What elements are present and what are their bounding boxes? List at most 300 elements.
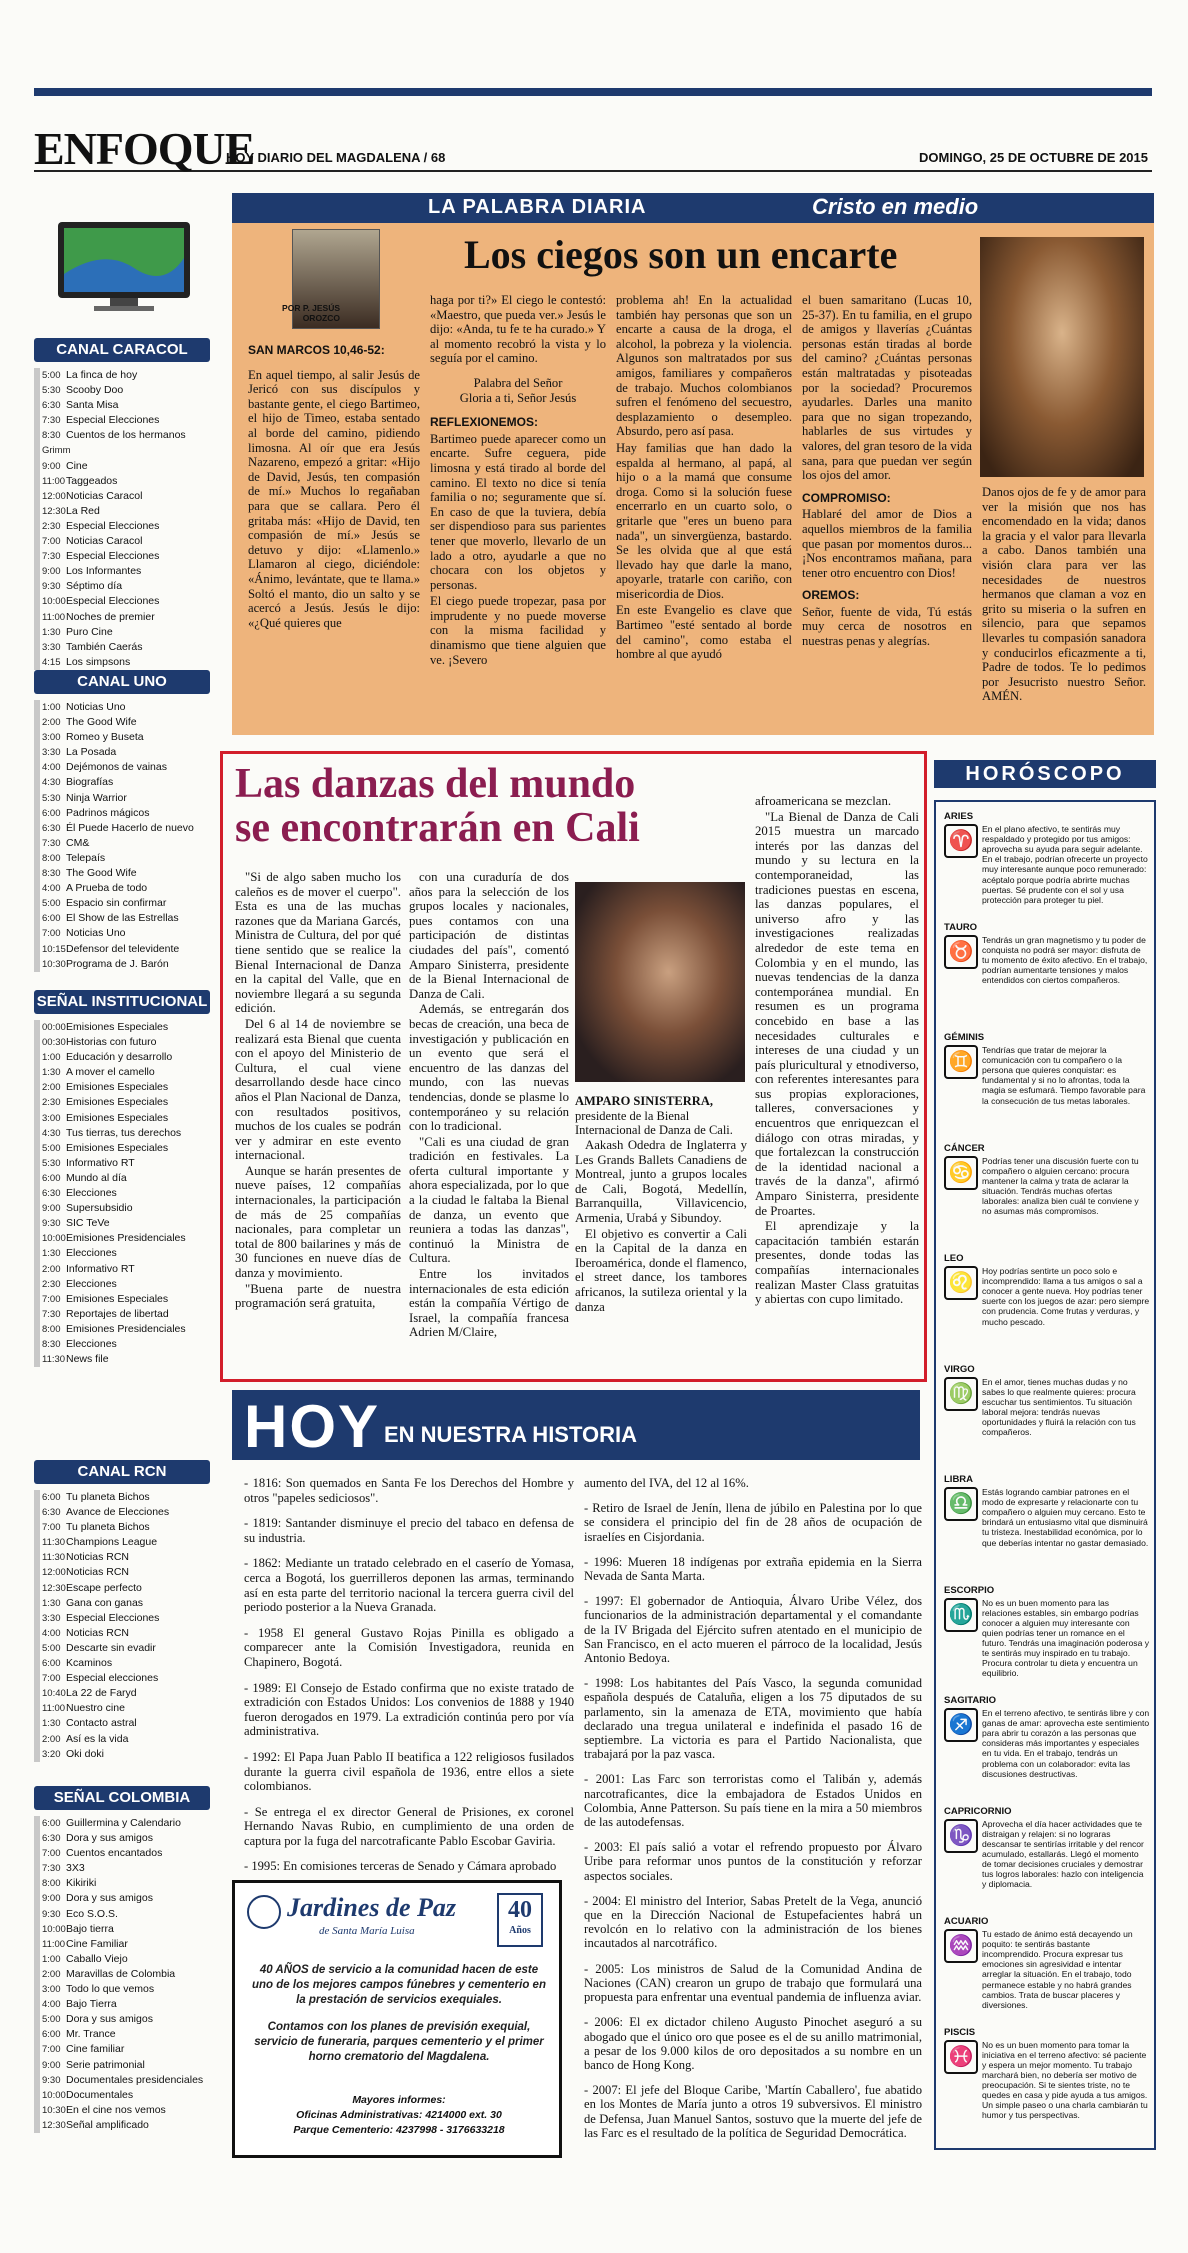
channel-schedule-rcn xyxy=(34,1490,220,1762)
schedule-program: Ninja Warrior xyxy=(66,791,127,804)
schedule-program: Contacto astral xyxy=(66,1717,137,1730)
schedule-program: Dora y sus amigos xyxy=(66,1832,153,1845)
schedule-row xyxy=(40,2012,220,2027)
schedule-time: 7:00 xyxy=(42,1522,61,1534)
schedule-time: 7:00 xyxy=(42,536,61,548)
schedule-program: Emisiones Especiales xyxy=(66,1292,169,1305)
schedule-time: 3:30 xyxy=(42,641,61,653)
channel-schedule-institucional xyxy=(34,1020,220,1367)
schedule-row xyxy=(40,594,220,609)
schedule-row xyxy=(40,1922,220,1937)
contact-line: Oficinas Administrativas: 4214000 ext. 30 xyxy=(296,2109,502,2121)
schedule-row xyxy=(40,1656,220,1671)
sign-tauro xyxy=(944,923,1150,986)
schedule-row xyxy=(40,700,220,715)
sign-body xyxy=(944,1708,1150,1779)
history-item: - 1995: En comisiones terceras de Senado y Cámara aprobado xyxy=(244,1859,557,1874)
zodiac-cáncer-icon: ♋ xyxy=(944,1156,978,1190)
schedule-time: 12:00 xyxy=(42,490,66,502)
schedule-program: Noticias RCN xyxy=(66,1626,130,1639)
article-paragraph: con una curaduría de dos años para la selección de los grupos locales y nacionales, pues contamos con una participación de distintas ciudades del país", comentó Amparo Sinisterra, presidente de la Bienal Internacional de Danza de Cali. xyxy=(409,870,569,1001)
palabra-title: Los ciegos son un encarte xyxy=(464,232,898,277)
sign-text: Tendrías que tratar de mejorar la comunicación con tu compañero o la persona que quieres conquistar: es fundamental y si no lo afrontas, toda la magia se esfumará. Tiempo favorable para la consecución de tus metas laborales. xyxy=(982,1045,1146,1106)
palabra-paragraph: problema ah! En la actualidad también hay personas que son un encarte a causa de la droga, el alcohol, la pobreza y la violencia. Algunos son maltratados por sus amigos, familiares y compañeros de trabajo. Muchos colombianos sufren el fenómeno del secuestro, desplazamiento o desempleo. Absurdo, pero así pasa. xyxy=(616,293,792,439)
danzas-col-4 xyxy=(755,794,919,1308)
schedule-time: 6:00 xyxy=(42,913,61,925)
schedule-row xyxy=(40,519,220,534)
schedule-row xyxy=(40,926,220,941)
schedule-time: 6:30 xyxy=(42,1833,61,1845)
schedule-row xyxy=(40,1907,220,1922)
schedule-time: 7:30 xyxy=(42,837,61,849)
schedule-program: CM& xyxy=(66,836,90,849)
schedule-program: Telepaís xyxy=(66,851,106,864)
sign-text: Tendrás un gran magnetismo y tu poder de conquista no podrá ser mayor: disfruta de tu momento de éxito afectivo. En el trabajo, podrían aumentarte tensiones y malos entendidos con ciertos compañeros. xyxy=(982,934,1148,985)
channel-schedule-caracol xyxy=(34,368,220,670)
schedule-time: Grimm xyxy=(42,445,71,457)
palabra-paragraph: Hay familias que han dado la espalda al hermano, al papá, al hijo o a la mamá que consume droga. Como si la solución fuese encerrarlo en un cuarto solo, o gritarle que "eres un bueno para nada", un sinvergüenza, bastardo. Se les olvida que al que está llevado hay que darle la mano, apoyarle, tratarle con cariño, con misericordia de Dios. xyxy=(616,440,792,601)
ad-contact xyxy=(249,2093,549,2138)
schedule-time: 10:00 xyxy=(42,1233,66,1245)
schedule-program: Cuentos de los hermanos xyxy=(66,429,186,442)
sign-name: ESCORPIO xyxy=(944,1584,995,1596)
schedule-time: 9:30 xyxy=(42,581,61,593)
sign-capricornio xyxy=(944,1807,1150,1890)
schedule-time: 6:00 xyxy=(42,1658,61,1670)
schedule-time: 6:00 xyxy=(42,807,61,819)
schedule-program: Reportajes de libertad xyxy=(66,1307,169,1320)
horoscope-title: HORÓSCOPO xyxy=(934,760,1156,788)
schedule-time: 4:30 xyxy=(42,1127,61,1139)
schedule-row xyxy=(40,1307,220,1322)
gospel-reference: SAN MARCOS 10,46-52: xyxy=(248,343,385,357)
schedule-row xyxy=(40,1020,220,1035)
zodiac-libra-icon: ♎ xyxy=(944,1487,978,1521)
schedule-program: Señal amplificado xyxy=(66,2118,149,2131)
schedule-time: 7:00 xyxy=(42,1848,61,1860)
schedule-program: Los Informantes xyxy=(66,565,142,578)
sign-body xyxy=(944,1929,1150,2010)
schedule-time: 10:15 xyxy=(42,943,66,955)
schedule-program: Noticias Uno xyxy=(66,927,126,940)
schedule-row xyxy=(40,1111,220,1126)
schedule-program: Descarte sin evadir xyxy=(66,1641,156,1654)
paper-name: HOY DIARIO DEL MAGDALENA / 68 xyxy=(226,150,446,165)
schedule-row xyxy=(40,1535,220,1550)
schedule-time: 2:00 xyxy=(42,1968,61,1980)
schedule-time: 9:30 xyxy=(42,1908,61,1920)
schedule-row xyxy=(40,1952,220,1967)
schedule-program: Nuestro cine xyxy=(66,1702,125,1715)
schedule-row xyxy=(40,1937,220,1952)
danzas-col-2 xyxy=(409,870,569,1341)
sign-body xyxy=(944,1487,1150,1548)
schedule-program: Tu planeta Bichos xyxy=(66,1491,150,1503)
schedule-row xyxy=(40,1201,220,1216)
schedule-program: Dora y sus amigos xyxy=(66,1892,153,1905)
schedule-time: 9:30 xyxy=(42,1218,61,1230)
schedule-time: 8:30 xyxy=(42,1338,61,1350)
schedule-time: 5:00 xyxy=(42,370,61,381)
article-paragraph: Además, se entregarán dos becas de creación, una beca de investigación y publicación en un evento que será el encuentro de las danzas del mundo, con las nuevas tendencias, donde se plasme lo contemporáneo y su relación con lo tradicional. xyxy=(409,1002,569,1134)
schedule-time: 2:00 xyxy=(42,1082,61,1094)
schedule-time: 3:30 xyxy=(42,747,61,759)
article-paragraph: "Cali es una ciudad de gran tradición en festivales. La oferta cultural importante y ahora especializada, por lo que a la ciudad le faltaba la Bienal de danza, un evento que reuniera a todas las danzas", continuó la Ministra de Cultura. xyxy=(409,1134,569,1266)
schedule-program: Historias con futuro xyxy=(66,1036,157,1049)
schedule-time: 5:00 xyxy=(42,898,61,910)
schedule-time: 10:30 xyxy=(42,2104,66,2116)
history-item: - Se entrega el ex director General de Prisiones, ex coronel Hernando Navas Rubio, en cumplimiento de una orden de captura por la fuga del narcotraficante Pablo Escobar Gaviria. xyxy=(244,1804,574,1848)
schedule-program: Elecciones xyxy=(66,1337,117,1350)
amparo-photo xyxy=(575,882,745,1082)
palabra-paragraph: El ciego puede tropezar, pasa por imprudente y no puede moverse con la misma facilidad y dinamismo que tiene alguien que ve. ¡Severo xyxy=(430,594,606,667)
schedule-program: Especial Elecciones xyxy=(66,414,160,427)
palabra-paragraph: En este Evangelio es clave que Bartimeo "esté sentado al borde del camino", como estaba el hombre al que ayudó xyxy=(616,603,792,662)
schedule-row xyxy=(40,1891,220,1906)
schedule-time: 2:00 xyxy=(42,717,61,729)
schedule-program: La 22 de Faryd xyxy=(66,1687,137,1700)
schedule-program: Oki doki xyxy=(66,1747,104,1760)
schedule-row xyxy=(40,791,220,806)
sign-text: No es un buen momento para las relaciones estables, sin embargo podrías conocer a alguien muy interesante con quien podrías tener un romance en el futuro. Tendrás una imaginación poderosa y te sentirás muy inspirado en tu trabajo. Procura controlar tu dieta y encuentra un equilibrio. xyxy=(982,1597,1150,1679)
schedule-program: 3X3 xyxy=(66,1862,85,1875)
schedule-time: 10:40 xyxy=(42,1688,66,1700)
schedule-program: Mr. Trance xyxy=(66,2028,116,2041)
schedule-time: 12:30 xyxy=(42,1582,66,1594)
schedule-row xyxy=(40,760,220,775)
schedule-row xyxy=(40,1997,220,2012)
schedule-program: Kcaminos xyxy=(66,1657,113,1670)
sign-name: CÁNCER xyxy=(944,1142,985,1154)
hoy-col-1 xyxy=(244,1476,574,1885)
schedule-program: Especial elecciones xyxy=(66,1672,159,1685)
palabra-paragraph: Hablaré del amor de Dios a aquellos miembros de la familia que pasan por momentos duros... ¡Nos encontramos mañana, para tener otro encuentro con Dios! xyxy=(802,507,972,580)
sign-text: Aprovecha el día hacer actividades que te distraigan y relajen: si no lograras descansar te sentirías irritable y del rencor acumulado, estallarás. Llegó el momento de tomar decisiones cruciales y demostrar tus logros laborales: hazlo con inteligencia y diplomacia. xyxy=(982,1818,1144,1890)
sign-name: SAGITARIO xyxy=(944,1695,997,1706)
schedule-time: 1:30 xyxy=(42,1718,61,1730)
schedule-program: Especial Elecciones xyxy=(66,1611,160,1624)
schedule-row xyxy=(40,1596,220,1611)
schedule-row xyxy=(40,504,220,519)
palabra-col-1 xyxy=(248,343,420,632)
history-item: - 1816: Son quemados en Santa Fe los Derechos del Hombre y otros "papeles sediciosos". xyxy=(244,1476,574,1505)
palabra-col-4 xyxy=(802,293,972,651)
schedule-time: 4:00 xyxy=(42,883,61,895)
schedule-row xyxy=(40,489,220,504)
schedule-row xyxy=(40,1262,220,1277)
schedule-program: Avance de Elecciones xyxy=(66,1506,170,1519)
schedule-row xyxy=(40,1216,220,1231)
hoy-title: HOY xyxy=(244,1393,381,1460)
schedule-program: Los simpsons xyxy=(66,655,131,668)
sign-name: VIRGO xyxy=(944,1363,975,1375)
schedule-time: 3:00 xyxy=(42,732,61,744)
palabra-paragraph: En aquel tiempo, al salir Jesús de Jericó con sus discípulos y bastante gente, el ciego Bartimeo, el hijo de Timeo, estaba sentado al borde del camino, pidiendo limosna. Al oír que era Jesús Nazareno, empezó a gritar: «Hijo de David, Jesús, ten compasión de mí.» Muchos lo regañaban para que se callara. Pero él gritaba más: «Hijo de David, ten compasión de mí.» Jesús se detuvo y dijo: «Llamenlo.» Llamaron al ciego, diciéndole: «Ánimo, levántate, que te llama.» Soltó el manto, dio un salto y se acercó a Jesús. Jesús le dijo: «¿Qué quieres que xyxy=(248,367,420,630)
schedule-time: 4:00 xyxy=(42,762,61,774)
sign-name: CAPRICORNIO xyxy=(944,1805,1012,1817)
sign-text: Tu estado de ánimo está decayendo un poquito: te sentirás bastante incomprendido. Procura expresar tus emociones sin agresividad e intentar arreglar la situación. En el trabajo, todo permanece estable y no habrá grandes cambios. Trata de buscar placeres y diversiones. xyxy=(982,1929,1133,2010)
article-paragraph: Entre los invitados internacionales de esta edición están la compañía Vértigo de Israel, la compañía francesa Adrien M/Claire, xyxy=(409,1267,569,1340)
schedule-row xyxy=(40,1876,220,1891)
schedule-row xyxy=(40,1095,220,1110)
article-paragraph: "Si de algo saben mucho los caleños es de mover el cuerpo". Esta es una de las muchas razones que da Mariana Garcés, Ministra de Cultura, del por qué tiene sentido que se realice la Bienal Internacional de Danza en la capital del Valle, que en noviembre llegará a su segunda edición. xyxy=(235,870,401,1016)
schedule-row xyxy=(40,1982,220,1997)
channel-header-rcn: CANAL RCN xyxy=(34,1460,210,1484)
schedule-time: 8:00 xyxy=(42,852,61,864)
oremos-heading: OREMOS: xyxy=(802,588,860,603)
sign-body xyxy=(944,824,1150,905)
schedule-program: Especial Elecciones xyxy=(66,595,160,608)
sign-sagitario xyxy=(944,1696,1150,1779)
sign-text: Podrías tener una discusión fuerte con tu compañero o alguien cercano: procura mantener la calma y trata de aclarar la situación. Tendrás muchas ofertas laborales: analiza bien cuál te conviene y no asumas más compromisos. xyxy=(982,1155,1139,1217)
schedule-program: Noches de premier xyxy=(66,610,155,623)
schedule-time: 6:30 xyxy=(42,1507,61,1519)
schedule-program: Dora y sus amigos xyxy=(66,2013,153,2026)
sign-name: PISCIS xyxy=(944,2026,976,2038)
schedule-row xyxy=(40,896,220,911)
schedule-row xyxy=(40,1686,220,1701)
sign-libra xyxy=(944,1475,1150,1548)
schedule-row xyxy=(40,1816,220,1831)
schedule-time: 6:00 xyxy=(42,1492,61,1503)
schedule-time: 8:00 xyxy=(42,1323,61,1335)
sign-cáncer xyxy=(944,1144,1150,1217)
sign-text: No es un buen momento para tomar la iniciativa en el terreno afectivo: sé paciente y espera un mejor momento. Tu trabajo marchará bien, no debería ser motivo de preocupación. Si te sientes triste, no te quedes en casa y pide ayuda a tus amigos. Un simple paseo o una charla cambiarán tu humor y tus perspectivas. xyxy=(982,2039,1148,2121)
schedule-program: Emisiones Especiales xyxy=(66,1021,169,1033)
schedule-row xyxy=(40,625,220,640)
schedule-row xyxy=(40,775,220,790)
schedule-program: A Prueba de todo xyxy=(66,882,148,895)
cristo-label: Cristo en medio xyxy=(812,194,979,219)
schedule-row xyxy=(40,1967,220,1982)
schedule-time: 1:00 xyxy=(42,1953,61,1965)
schedule-time: 3:30 xyxy=(42,1612,61,1624)
history-item: - 1996: Mueren 18 indígenas por extraña epidemia en la Sierra Nevada de Santa Marta. xyxy=(584,1554,922,1584)
schedule-program: Documentales xyxy=(66,2088,134,2101)
schedule-row xyxy=(40,821,220,836)
schedule-program: Noticias Caracol xyxy=(66,535,143,548)
schedule-program: Defensor del televidente xyxy=(66,942,180,955)
palabra-paragraph: Señor, fuente de vida, Tú estás muy cerca de nosotros en nuestras penas y alegrías. xyxy=(802,604,972,649)
sign-body xyxy=(944,2040,1150,2121)
schedule-program: News file xyxy=(66,1353,109,1366)
schedule-row xyxy=(40,1337,220,1352)
paper-date: DOMINGO, 25 DE OCTUBRE DE 2015 xyxy=(919,150,1148,165)
schedule-program: En el cine nos vemos xyxy=(66,2103,166,2116)
history-item: - 2004: El ministro del Interior, Sabas Pretelt de la Vega, anunció que en la Dirección Nacional de Estupefacientes habrá un revolcón en lo relativo con la administración de los bienes incautados al narcotráfico. xyxy=(584,1893,922,1951)
schedule-time: 7:30 xyxy=(42,415,61,427)
horoscope-section xyxy=(934,760,1156,2150)
schedule-time: 11:00 xyxy=(42,1938,66,1950)
sign-virgo xyxy=(944,1365,1150,1438)
schedule-time: 4:30 xyxy=(42,777,61,789)
article-paragraph: El aprendizaje y la capacitación también estarán presentes, donde todas las compañías internacionales realizan Master Class gratuitas y abiertas con cupo limitado. xyxy=(755,1219,919,1307)
schedule-row xyxy=(40,715,220,730)
contact-line: Parque Cementerio: 4237998 - 3176633218 xyxy=(293,2124,505,2136)
sign-name: GÉMINIS xyxy=(944,1032,985,1043)
schedule-row xyxy=(40,1246,220,1261)
schedule-row xyxy=(40,1231,220,1246)
schedule-program: Emisiones Especiales xyxy=(66,1096,169,1109)
schedule-row xyxy=(40,1352,220,1367)
caption-name: AMPARO SINISTERRA, xyxy=(575,1094,713,1108)
zodiac-acuario-icon: ♒ xyxy=(944,1929,978,1963)
schedule-program: Noticias Uno xyxy=(66,701,126,713)
schedule-row xyxy=(40,2058,220,2073)
history-item: - 2005: Los ministros de Salud de la Comunidad Andina de Naciones (CAN) crearon un grupo de trabajo que formulará una propuesta para enfrentar una eventual pandemia de influenza aviar. xyxy=(584,1961,922,2005)
schedule-program: Bajo Tierra xyxy=(66,1998,117,2011)
schedule-time: 5:30 xyxy=(42,1157,61,1169)
schedule-time: 11:30 xyxy=(42,1537,66,1549)
schedule-program: Tus tierras, tus derechos xyxy=(66,1126,182,1139)
schedule-program: Romeo y Buseta xyxy=(66,731,144,744)
sign-body xyxy=(944,1266,1150,1327)
schedule-row xyxy=(40,730,220,745)
schedule-row xyxy=(40,1322,220,1337)
schedule-row xyxy=(40,2027,220,2042)
schedule-program: Kikiriki xyxy=(66,1877,97,1890)
hoy-col-2 xyxy=(584,1476,922,2151)
author-caption: POR P. JESÚS OROZCO xyxy=(282,303,340,323)
schedule-row xyxy=(40,1846,220,1861)
schedule-row xyxy=(40,459,220,474)
history-item: - 1997: El gobernador de Antioquia, Álvaro Uribe Vélez, dos funcionarios de la administración departamental y el comandante de la IV Brigada del Ejército sufren atentado en el municipio de San Francisco, en el acto mueren el párroco de la localidad, Jesús Antonio Bedoya. xyxy=(584,1594,922,1666)
schedule-row xyxy=(40,2073,220,2088)
schedule-time: 2:00 xyxy=(42,1733,61,1745)
schedule-program: Gana con ganas xyxy=(66,1596,144,1609)
schedule-program: Guillermina y Calendario xyxy=(66,1817,181,1829)
schedule-time: 10:00 xyxy=(42,1923,66,1935)
schedule-row xyxy=(40,2042,220,2057)
schedule-program: La Posada xyxy=(66,746,117,759)
history-item: aumento del IVA, del 12 al 16%. xyxy=(584,1476,749,1490)
schedule-time: 2:30 xyxy=(42,1278,61,1290)
schedule-time: 9:30 xyxy=(42,2074,61,2086)
schedule-time: 00:30 xyxy=(42,1037,66,1049)
schedule-row xyxy=(40,640,220,655)
schedule-row xyxy=(40,1626,220,1641)
contact-heading: Mayores informes: xyxy=(352,2094,446,2106)
sign-name: LIBRA xyxy=(944,1474,974,1485)
schedule-time: 7:00 xyxy=(42,1673,61,1685)
sign-body xyxy=(944,1045,1150,1106)
history-item: - 1862: Mediante un tratado celebrado en el caserío de Yomasa, cerca a Bogotá, los guerrilleros deponen las armas, terminando así en esta parte del territorio nacional la tercera guerra civil del periodo posterior a la Nueva Granada. xyxy=(244,1556,574,1615)
schedule-row xyxy=(40,1126,220,1141)
schedule-time: 4:00 xyxy=(42,1999,61,2011)
schedule-row xyxy=(40,1050,220,1065)
sign-géminis xyxy=(944,1033,1150,1106)
schedule-row xyxy=(40,564,220,579)
schedule-program: Emisiones Presidenciales xyxy=(66,1232,186,1245)
schedule-time: 11:00 xyxy=(42,1703,66,1715)
schedule-row xyxy=(40,1520,220,1535)
sign-name: LEO xyxy=(944,1253,964,1264)
schedule-program: Emisiones Especiales xyxy=(66,1081,169,1094)
schedule-row xyxy=(40,1701,220,1716)
sign-body xyxy=(944,1377,1150,1438)
schedule-time: 9:00 xyxy=(42,1203,61,1215)
schedule-row xyxy=(40,1505,220,1520)
schedule-time: 6:30 xyxy=(42,1188,61,1200)
schedule-row xyxy=(40,2088,220,2103)
ad-brand: Jardines de Paz xyxy=(287,1893,456,1922)
schedule-row xyxy=(40,1732,220,1747)
schedule-program: Espacio sin confirmar xyxy=(66,897,167,910)
reflexionemos-heading: REFLEXIONEMOS: xyxy=(430,415,539,430)
schedule-time: 3:20 xyxy=(42,1748,61,1760)
schedule-program: Elecciones xyxy=(66,1187,117,1200)
badge-number: 40 xyxy=(508,1897,532,1923)
article-paragraph: Del 6 al 14 de noviembre se realizará esta Bienal que cuenta con el apoyo del Ministerio de Cultura, el cual viene desarrollando desde hace cinco años el Plan Nacional de Danza, con resultados positivos, muchos de los cuales se podrán ver y admirar en este evento internacional. xyxy=(235,1016,401,1163)
schedule-program: Santa Misa xyxy=(66,399,119,412)
schedule-program: Tu planeta Bichos xyxy=(66,1521,150,1534)
schedule-row xyxy=(40,1831,220,1846)
caption-text: presidente de la Bienal Internacional de Danza de Cali. xyxy=(575,1108,733,1137)
schedule-time: 7:30 xyxy=(42,1308,61,1320)
palabra-paragraph: Danos ojos de fe y de amor para ver la misión que nos has encomendado en la vida; danos la gracia y el valor para llevarla a cabo. Danos también una visión clara para ver las necesidades de nuestros hermanos que claman a voz en grito su miseria o la sufren en silencio, para que sepamos llevarles tu compasión sanadora y conducirlos eficazmente a ti, Padre de todos. Te lo pedimos por Jesucristo nuestro Señor. AMÉN. xyxy=(982,485,1146,704)
schedule-row xyxy=(40,1186,220,1201)
schedule-time: 5:00 xyxy=(42,2014,61,2026)
schedule-row xyxy=(40,2118,220,2133)
article-paragraph: Aunque se harán presentes de nueve países, 12 compañías internacionales, la participación de más de 25 compañías nacionales, para completar un total de 800 bailarines y más de 30 funciones en nueve días de danza y movimiento. xyxy=(235,1163,401,1281)
schedule-time: 12:30 xyxy=(42,2119,66,2131)
schedule-row xyxy=(40,1277,220,1292)
schedule-time: 00:00 xyxy=(42,1022,66,1033)
cross-logo-icon xyxy=(247,1895,281,1929)
schedule-time: 2:30 xyxy=(42,1097,61,1109)
schedule-time: 5:00 xyxy=(42,1142,61,1154)
article-paragraph: afroamericana se mezclan. xyxy=(755,794,892,808)
schedule-time: 12:00 xyxy=(42,1567,66,1579)
schedule-time: 6:00 xyxy=(42,1818,61,1829)
schedule-program: Él Puede Hacerlo de nuevo xyxy=(66,821,194,834)
article-paragraph: "Buena parte de nuestra programación será gratuita, xyxy=(235,1281,401,1311)
schedule-time: 9:00 xyxy=(42,566,61,578)
channel-schedule-uno xyxy=(34,700,220,972)
history-item: - 1958 El general Gustavo Rojas Pinilla es obligado a comparecer ante la Comisión Investigadora, reunida en Chapinero, Bogotá. xyxy=(244,1625,574,1669)
history-item: - 2001: Las Farc son terroristas como el Talibán y, además narcotraficantes, dice la embajadora de Estados Unidos en Colombia, Anne Patterson. Su país tiene en la mira a 50 miembros de las autodefensas. xyxy=(584,1772,922,1830)
jesus-photo xyxy=(980,237,1144,477)
palabra-col-2 xyxy=(430,293,606,669)
schedule-row xyxy=(40,383,220,398)
ad-body xyxy=(249,1963,549,2065)
schedule-program: Biografías xyxy=(66,776,114,789)
schedule-row xyxy=(40,1035,220,1050)
top-rule xyxy=(34,88,1152,96)
schedule-row xyxy=(40,1611,220,1626)
schedule-row xyxy=(40,1550,220,1565)
schedule-program: Emisiones Especiales xyxy=(66,1141,169,1154)
schedule-time: 7:30 xyxy=(42,1863,61,1875)
schedule-program: Especial Elecciones xyxy=(66,550,160,563)
zodiac-tauro-icon: ♉ xyxy=(944,935,978,969)
schedule-row xyxy=(40,368,220,383)
schedule-time: 7:00 xyxy=(42,928,61,940)
palabra-diaria-section xyxy=(232,193,1154,735)
schedule-row xyxy=(40,1716,220,1731)
ad-paragraph: 40 AÑOS de servicio a la comunidad hacen de este uno de los mejores campos fúnebres y cementerio en la prestación de servicios exequiales. xyxy=(252,1964,546,2006)
article-headline: Las danzas del mundo se encontrarán en Cali xyxy=(235,761,640,851)
article-paragraph: "La Bienal de Danza de Cali 2015 muestra un marcado interés por las danzas del mundo y su lectura en la contemporaneidad, las tradiciones puestas en escena, las danzas populares, el universo afro y las investigaciones realizadas alrededor de este tema en Colombia y en el mundo, las nuevas tendencias de la danza contemporánea mundial. En resumen es un programa concebido en base a las necesidades culturales e intereses de una ciudad y un país pluricultural y etnodiverso, con referentes interesantes para sus propias exploraciones, talleres, conversaciones y encuentros que enriquezcan el diálogo con otras miradas, y que fortalezcan la construcción de la identidad nacional a través de la danza", afirmó Amparo Sinisterra, presidente de Proartes. xyxy=(755,809,919,1218)
schedule-row xyxy=(40,655,220,670)
schedule-time: 10:30 xyxy=(42,958,66,970)
schedule-row xyxy=(40,1861,220,1876)
zodiac-virgo-icon: ♍ xyxy=(944,1377,978,1411)
zodiac-capricornio-icon: ♑ xyxy=(944,1819,978,1853)
schedule-row xyxy=(40,1581,220,1596)
sign-text: Hoy podrías sentirte un poco solo e incomprendido: llama a tus amigos o sal a conocer a gente nueva. Hoy podrías tener suerte con los juegos de azar: pero siempre con prudencia. Come frutas y verduras, y mucho pescado. xyxy=(982,1266,1150,1327)
sign-name: ARIES xyxy=(944,811,974,822)
